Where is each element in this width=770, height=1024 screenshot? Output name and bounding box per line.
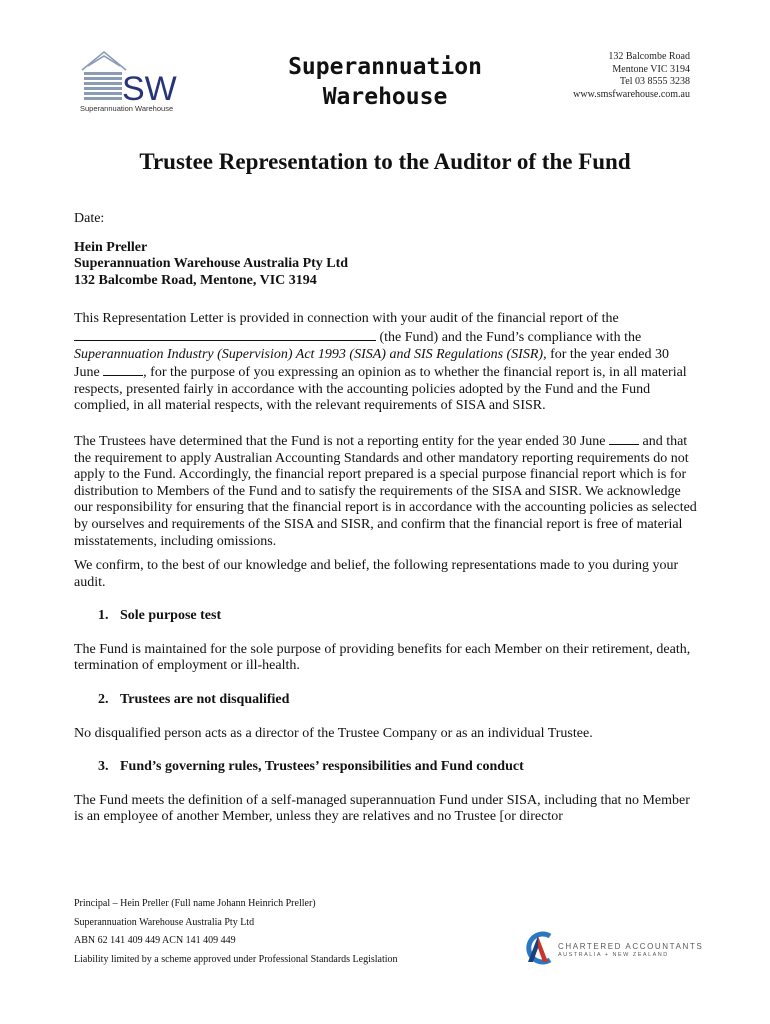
- footer-abn: ABN 62 141 409 449 ACN 141 409 449: [74, 935, 236, 946]
- para2-text-2: and that the requirement to apply Australian Accounting Standards and other mandatory reporting requirements do not apply to the Fund. Accordingly, the financial report prepared is a special purpose financial report which is for distribution to Members of the Fund and to satisfy the requirements of the SISA and SISR. We acknowledge our responsibility for ensuring that the financial report is in accordance with the accounting policies as selected by ourselves and requirements of the SISA and SISR, and confirm that the financial report is free of material misstatements, including omissions.: [74, 433, 697, 549]
- intro-paragraph: [74, 311, 698, 415]
- letter-body: [74, 211, 698, 826]
- footer: [74, 895, 398, 969]
- logo-text: SW: [122, 70, 177, 108]
- contact-street: 132 Balcombe Road: [608, 51, 690, 62]
- chartered-accountants-logo-icon: [520, 930, 560, 966]
- brand-line-2: Warehouse: [322, 84, 448, 110]
- footer-principal: Principal – Hein Preller (Full name Johann Heinrich Preller): [74, 898, 316, 909]
- document-title: Trustee Representation to the Auditor of the Fund: [139, 149, 631, 174]
- brand-name: [240, 52, 530, 112]
- section-number: 2.: [98, 692, 109, 708]
- intro-text-2: (the Fund) and the Fund’s compliance with the: [376, 329, 642, 345]
- contact-block: [573, 51, 690, 101]
- section-heading-2: [98, 692, 698, 709]
- intro-text-1: This Representation Letter is provided in connection with your audit of the financial report of the: [74, 311, 619, 327]
- section-number: 1.: [98, 608, 109, 624]
- year-blank: [103, 363, 143, 376]
- intro-text-4: , for the purpose of you expressing an opinion as to whether the financial report is, in all material respects, presented fairly in accordance with the accounting policies adopted by the Fund and the Fund complied, in all material respects, with the relevant requirements of SISA and SISR.: [74, 365, 687, 414]
- logo-subtitle: Superannuation Warehouse: [80, 104, 174, 113]
- date-label: Date:: [74, 211, 105, 226]
- section-title: Sole purpose test: [120, 608, 222, 624]
- section-title: Fund’s governing rules, Trustees’ responsibilities and Fund conduct: [120, 759, 524, 775]
- contact-phone: Tel 03 8555 3238: [619, 76, 690, 87]
- confirmation-paragraph: We confirm, to the best of our knowledge and belief, the following representations made to you during your audit.: [74, 558, 679, 590]
- ca-line-1: CHARTERED ACCOUNTANTS: [558, 942, 704, 951]
- fund-name-blank: [74, 328, 376, 341]
- recipient-name: Hein Preller: [74, 239, 148, 255]
- ca-wordmark: [558, 942, 703, 958]
- section-body-3: The Fund meets the definition of a self-managed superannuation Fund under SISA, including that no Member is an employee of another Member, unless they are relatives and no Trustee [or director: [74, 792, 690, 825]
- section-heading-3: [98, 759, 698, 776]
- recipient-block: [74, 240, 698, 290]
- reporting-entity-paragraph: [74, 432, 698, 550]
- contact-website: www.smsfwarehouse.com.au: [573, 88, 690, 100]
- year-blank-2: [609, 432, 639, 445]
- para2-text-1: The Trustees have determined that the Fund is not a reporting entity for the year ended 30 June: [74, 433, 609, 449]
- footer-liability: Liability limited by a scheme approved under Professional Standards Legislation: [74, 953, 398, 965]
- intro-text-3: , for the year ended 30 June: [74, 346, 670, 381]
- section-body-2: No disqualified person acts as a director of the Trustee Company or as an individual Trustee.: [74, 725, 593, 741]
- section-heading-1: [98, 608, 698, 625]
- recipient-company: Superannuation Warehouse Australia Pty Ltd: [74, 256, 349, 272]
- section-body-1: The Fund is maintained for the sole purpose of providing benefits for each Member on their retirement, death, termination of employment or ill-health.: [74, 641, 691, 674]
- ca-line-2: AUSTRALIA + NEW ZEALAND: [558, 952, 669, 958]
- footer-company: Superannuation Warehouse Australia Pty Ltd: [74, 916, 255, 928]
- act-citation: Superannuation Industry (Supervision) Act 1993 (SISA) and SIS Regulations (SISR): [74, 346, 544, 362]
- section-number: 3.: [98, 759, 109, 775]
- section-title: Trustees are not disqualified: [120, 692, 290, 708]
- recipient-address: 132 Balcombe Road, Mentone, VIC 3194: [74, 272, 317, 288]
- contact-suburb: Mentone VIC 3194: [612, 63, 690, 75]
- brand-line-1: Superannuation: [288, 54, 482, 80]
